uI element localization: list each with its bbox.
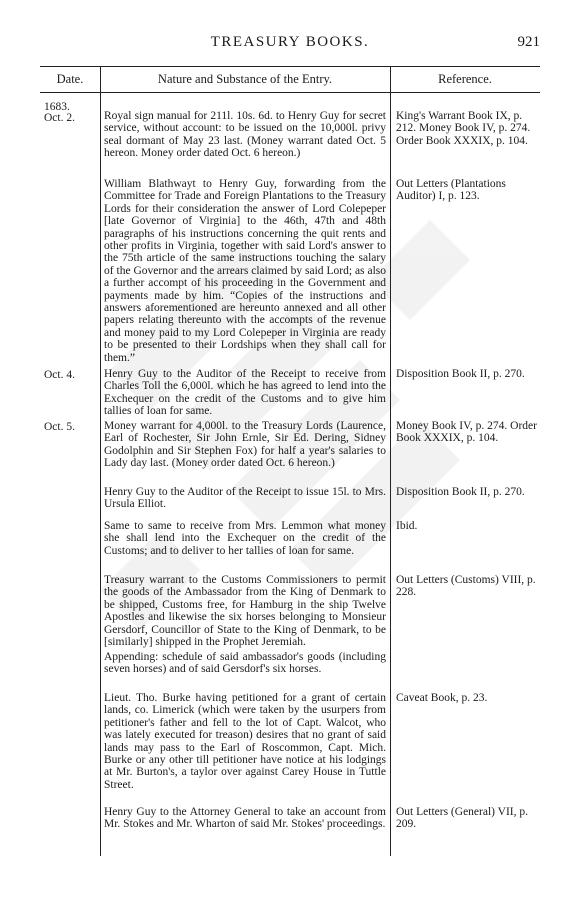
column-divider xyxy=(390,66,391,856)
column-header-entry: Nature and Substance of the Entry. xyxy=(157,72,333,86)
entry-text: Lieut. Tho. Burke having petitioned for a grant of certain lands, co. Limerick (which were taken by the usurpers from petitioner's father and fell to the lot of Capt. Walcot, who was lately executed for treason) desires that no grant of said lands may pass to the Earl of Roscommon, Capt. Mich. Burke or any other till petitioner have notice at his lodgings at Mr. Burton's, a taylor over against Carey House in Tuttle Street. xyxy=(104,692,386,791)
column-header-date: Date. xyxy=(56,72,84,86)
entry-reference: Out Letters (Plantations Auditor) I, p. 123. xyxy=(396,178,506,203)
entry-date: 1683. Oct. 2. xyxy=(44,101,75,124)
entry-text: Henry Guy to the Auditor of the Receipt to receive from Charles Toll the 6,000l. which he has agreed to lend into the Exchequer on the credit of the Customs and to give him tallies of loan for same. xyxy=(104,368,386,418)
entries-table xyxy=(40,66,540,856)
entry-text: William Blathwayt to Henry Guy, forwarding from the Committee for Trade and Foreign Plantations to the Treasury Lords for their consideration the answer of Lord Colepeper [late Governor of Virginia] to the 46th, 47th and 48th paragraphs of his instructions concerning the quit rents and other profits in Virginia, together with said Lord's answer to the 75th article of the same instructions touching the salary of the Governor and the arrears claimed by said Lord; as also a further accompt of his proceeding in the Government and payments made by him. “Copies of the instructions and answers aforementioned are hereunto annexed and all other papers relating thereunto with the accompts of the revenue and money paid to my Lord Colepeper in Virginia are ready to be presented to their Lordships when they shall call for them.” xyxy=(104,178,386,364)
page-number: 921 xyxy=(517,34,540,50)
entry-text: Henry Guy to the Attorney General to take an account from Mr. Stokes and Mr. Wharton of said Mr. Stokes' proceedings. xyxy=(104,806,386,831)
entry-reference: Ibid. xyxy=(396,520,418,532)
entry-text: Money warrant for 4,000l. to the Treasury Lords (Laurence, Earl of Rochester, Sir John Ernle, Sir Ed. Dering, Sidney Godolphin and Sir Stephen Fox) for half a year's salaries to Lady day last. (Money order dated Oct. 6 hereon.) xyxy=(104,420,386,470)
top-rule xyxy=(40,66,540,67)
running-title: TREASURY BOOKS. xyxy=(210,34,370,50)
header-rule xyxy=(40,92,540,93)
entry-reference: Caveat Book, p. 23. xyxy=(396,692,488,704)
entry-text: Henry Guy to the Auditor of the Receipt to issue 15l. to Mrs. Ursula Elliot. xyxy=(104,486,386,511)
entry-text: Royal sign manual for 211l. 10s. 6d. to Henry Guy for secret service, without account: to be issued on the 10,000l. privy seal dormant of May 23 last. (Money warrant dated Oct. 5 hereon. Money order dated Oct. 6 hereon.) xyxy=(104,110,386,160)
entry-appending: Appending: schedule of said ambassador's goods (including seven horses) and of said Gersdorf's six horses. xyxy=(104,651,386,676)
entry-reference: Money Book IV, p. 274. Order Book XXXIX, p. 104. xyxy=(396,420,537,445)
entry-text: Same to same to receive from Mrs. Lemmon what money she shall lend into the Exchequer on the credit of the Customs; and to deliver to her tallies of loan for same. xyxy=(104,520,386,557)
entry-reference: King's Warrant Book IX, p. 212. Money Book IV, p. 274. Order Book XXXIX, p. 104. xyxy=(396,110,531,147)
entry-reference: Disposition Book II, p. 270. xyxy=(396,486,525,498)
entry-date: Oct. 5. xyxy=(44,421,75,433)
entry-reference: Disposition Book II, p. 270. xyxy=(396,368,525,380)
entry-reference: Out Letters (General) VII, p. 209. xyxy=(396,806,528,831)
column-header-reference: Reference. xyxy=(438,72,492,86)
page-header xyxy=(40,28,540,54)
entry-date: Oct. 4. xyxy=(44,369,75,381)
entry-text: Treasury warrant to the Customs Commissioners to permit the goods of the Ambassador from the King of Denmark to be shipped, Customs free, for Hamburg in the ship Twelve Apostles and likewise the six horses belonging to Monsieur Gersdorf, Councillor of State to the King of Denmark, to be [similarly] shipped in the Prophet Jeremiah. xyxy=(104,574,386,649)
column-divider xyxy=(100,66,101,856)
entry-reference: Out Letters (Customs) VIII, p. 228. xyxy=(396,574,536,599)
